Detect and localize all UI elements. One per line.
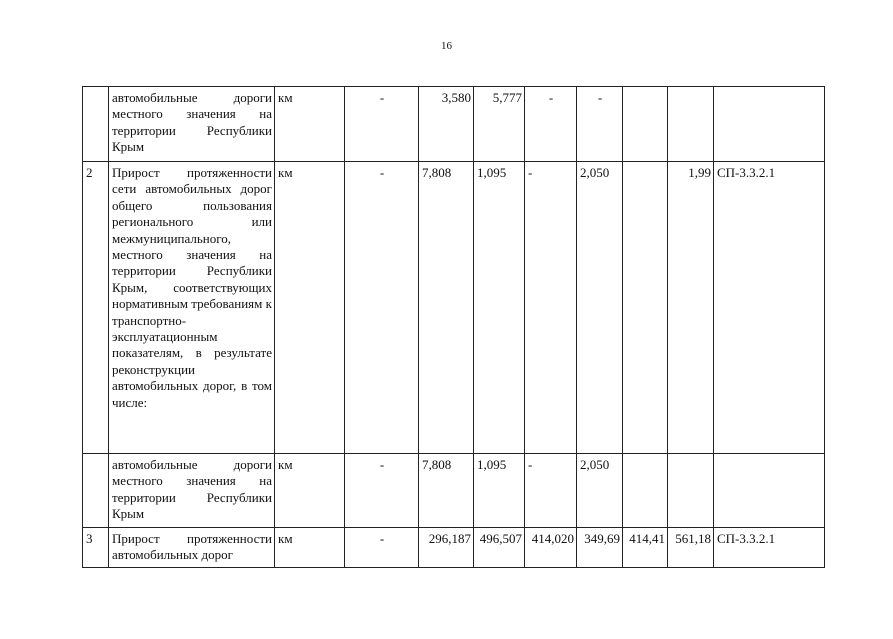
reference-cell: [714, 87, 825, 162]
value-cell: 1,095: [474, 162, 525, 454]
value-cell: -: [525, 87, 577, 162]
reference-cell: [714, 454, 825, 528]
value-cell: -: [525, 162, 577, 454]
unit-cell: км: [275, 162, 345, 454]
value-cell: 414,020: [525, 528, 577, 568]
row-number: [83, 87, 109, 162]
value-cell: [668, 87, 714, 162]
value-cell: 2,050: [577, 454, 623, 528]
page-number: 16: [441, 40, 452, 52]
value-cell: -: [345, 454, 419, 528]
table-row: [83, 87, 825, 162]
value-cell: 561,18: [668, 528, 714, 568]
indicator-description: автомобильные дороги местного значения на территории Республики Крым: [109, 87, 275, 162]
unit-cell: км: [275, 87, 345, 162]
indicator-description: Прирост протяженности сети автомобильных дорог общего пользования регионального или межмуниципального, местного значения на территории Республики Крым, соответствующих нормативным требованиям к транспортно-эксплуатационным показателям, в результате реконструкции автомобильных дорог, в том числе:: [109, 162, 275, 454]
reference-cell: СП-3.3.2.1: [714, 528, 825, 568]
value-cell: [668, 454, 714, 528]
row-number: [83, 454, 109, 528]
table-row: [83, 454, 825, 528]
value-cell: [623, 162, 668, 454]
value-cell: 1,99: [668, 162, 714, 454]
unit-cell: км: [275, 528, 345, 568]
value-cell: -: [577, 87, 623, 162]
value-cell: -: [345, 87, 419, 162]
table-row: [83, 162, 825, 454]
value-cell: 5,777: [474, 87, 525, 162]
value-cell: -: [345, 528, 419, 568]
row-number: 2: [83, 162, 109, 454]
value-cell: 7,808: [419, 162, 474, 454]
indicator-description: автомобильные дороги местного значения на территории Республики Крым: [109, 454, 275, 528]
value-cell: 2,050: [577, 162, 623, 454]
value-cell: 1,095: [474, 454, 525, 528]
unit-cell: км: [275, 454, 345, 528]
value-cell: [623, 454, 668, 528]
value-cell: -: [525, 454, 577, 528]
value-cell: 3,580: [419, 87, 474, 162]
value-cell: 7,808: [419, 454, 474, 528]
value-cell: 414,41: [623, 528, 668, 568]
indicators-table: [82, 86, 825, 568]
value-cell: 349,69: [577, 528, 623, 568]
value-cell: -: [345, 162, 419, 454]
indicator-description: Прирост протяженности автомобильных дорог: [109, 528, 275, 568]
table-row: [83, 528, 825, 568]
row-number: 3: [83, 528, 109, 568]
value-cell: 296,187: [419, 528, 474, 568]
value-cell: 496,507: [474, 528, 525, 568]
reference-cell: СП-3.3.2.1: [714, 162, 825, 454]
value-cell: [623, 87, 668, 162]
